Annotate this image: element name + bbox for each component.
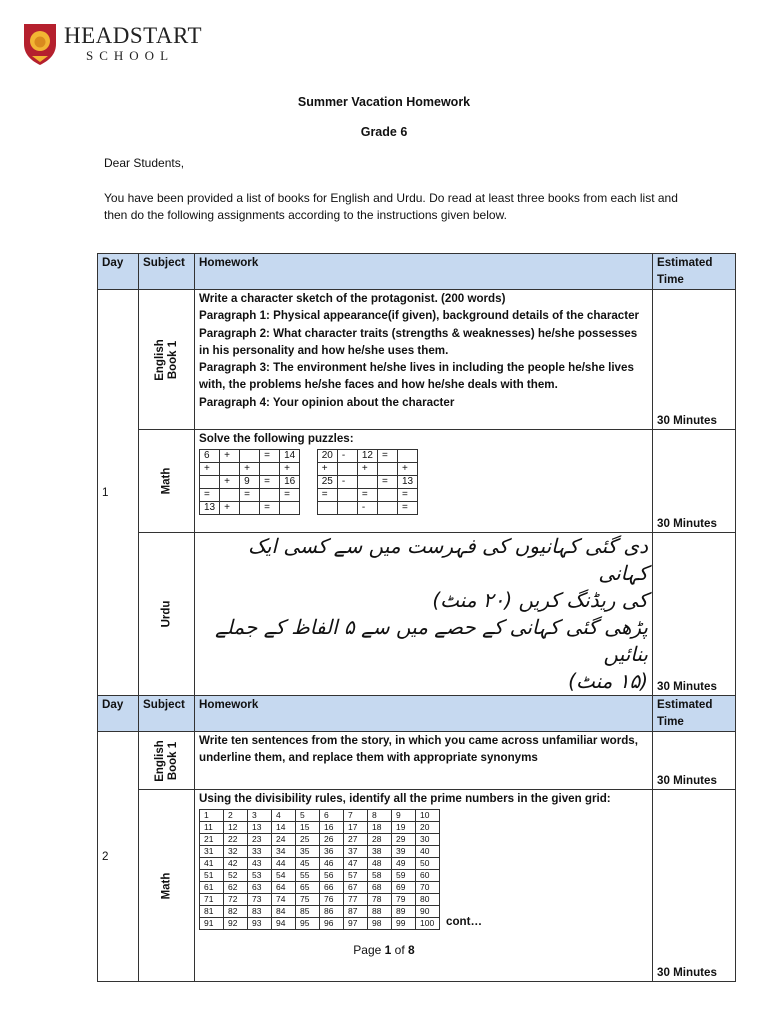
number-cell: 29 <box>392 834 416 846</box>
number-cell: 20 <box>416 822 440 834</box>
doc-title: Summer Vacation Homework <box>297 95 471 109</box>
puzzle-cell <box>337 489 357 502</box>
number-cell: 58 <box>368 870 392 882</box>
number-cell: 88 <box>368 906 392 918</box>
puzzle-cell <box>317 502 337 515</box>
number-cell: 13 <box>248 822 272 834</box>
table-row <box>98 533 736 696</box>
number-cell: 5 <box>296 810 320 822</box>
time-cell: 30 Minutes <box>653 790 736 982</box>
number-cell: 48 <box>368 858 392 870</box>
number-cell: 43 <box>248 858 272 870</box>
number-cell: 70 <box>416 882 440 894</box>
puzzle-cell <box>240 450 260 463</box>
puzzle-cell: - <box>337 450 357 463</box>
number-cell: 9 <box>392 810 416 822</box>
puzzle-cell <box>397 450 417 463</box>
number-cell: 96 <box>320 918 344 930</box>
header-day: Day <box>98 696 139 732</box>
number-cell: 49 <box>392 858 416 870</box>
number-cell: 22 <box>224 834 248 846</box>
number-cell: 28 <box>368 834 392 846</box>
puzzle-cell <box>337 463 357 476</box>
number-cell: 56 <box>320 870 344 882</box>
header-time: Estimated Time <box>653 696 736 732</box>
homework-cell: Write ten sentences from the story, in which you came across unfamiliar words, underline them, and replace them with appropriate synonyms <box>195 732 653 790</box>
number-cell: 89 <box>392 906 416 918</box>
page-footer: Page 1 of 8 <box>353 943 415 957</box>
puzzle-cell: = <box>280 489 300 502</box>
homework-line: Paragraph 2: What character traits (strengths & weaknesses) he/she possesses in his personality and how he/she uses them. <box>199 326 638 357</box>
grid-instruction: Using the divisibility rules, identify all the prime numbers in the given grid: <box>199 792 611 805</box>
number-grid <box>199 809 440 930</box>
puzzle-cell: = <box>260 476 280 489</box>
day-number: 1 <box>98 290 139 696</box>
puzzle-cell: 14 <box>280 450 300 463</box>
puzzle-cell: 25 <box>317 476 337 489</box>
number-cell: 26 <box>320 834 344 846</box>
header-time: Estimated Time <box>653 254 736 290</box>
subject-label: Math <box>160 467 172 495</box>
puzzle-instruction: Solve the following puzzles: <box>199 432 354 445</box>
puzzle-cell: 13 <box>200 502 220 515</box>
puzzle-cell: = <box>357 489 377 502</box>
number-cell: 76 <box>320 894 344 906</box>
puzzle-cell: 6 <box>200 450 220 463</box>
number-cell: 83 <box>248 906 272 918</box>
puzzle-cell: 9 <box>240 476 260 489</box>
number-cell: 27 <box>344 834 368 846</box>
number-cell: 15 <box>296 822 320 834</box>
number-cell: 11 <box>200 822 224 834</box>
subject-label: Math <box>160 872 172 899</box>
puzzle-cell: + <box>220 502 240 515</box>
number-cell: 46 <box>320 858 344 870</box>
number-cell: 39 <box>392 846 416 858</box>
number-cell: 72 <box>224 894 248 906</box>
number-cell: 63 <box>248 882 272 894</box>
puzzle-cell: + <box>220 450 240 463</box>
puzzle-cell <box>377 489 397 502</box>
puzzle-cell: = <box>397 489 417 502</box>
number-cell: 16 <box>320 822 344 834</box>
subject-label: English Book 1 <box>153 739 179 782</box>
puzzle-cell <box>357 476 377 489</box>
number-cell: 82 <box>224 906 248 918</box>
puzzle-cell: + <box>357 463 377 476</box>
urdu-lines <box>199 533 648 695</box>
puzzle-cell <box>260 463 280 476</box>
number-cell: 44 <box>272 858 296 870</box>
table-row <box>98 430 736 533</box>
urdu-line: (۱۵ منٹ) <box>568 669 648 693</box>
urdu-line: پڑھی گئی کہانی کے حصے میں سے ۵ الفاظ کے جملے بنائیں <box>215 615 648 666</box>
number-cell: 2 <box>224 810 248 822</box>
day-number: 2 <box>98 732 139 982</box>
puzzle-cell: + <box>200 463 220 476</box>
homework-cell <box>195 430 653 533</box>
number-cell: 19 <box>392 822 416 834</box>
number-cell: 21 <box>200 834 224 846</box>
subject-cell <box>139 732 195 790</box>
table-header-row <box>98 696 736 732</box>
number-cell: 31 <box>200 846 224 858</box>
school-logo <box>22 22 202 66</box>
number-cell: 95 <box>296 918 320 930</box>
subject-label: English Book 1 <box>153 338 179 381</box>
number-cell: 33 <box>248 846 272 858</box>
number-cell: 71 <box>200 894 224 906</box>
intro-text: You have been provided a list of books for English and Urdu. Do read at least three books from each list and then do the following assignments according to the instructions given below. <box>104 191 678 222</box>
number-cell: 79 <box>392 894 416 906</box>
brand-name <box>64 24 202 64</box>
urdu-line: کی ریڈنگ کریں (۲۰ منٹ) <box>432 588 648 612</box>
subject-cell <box>139 290 195 430</box>
cont-label: cont… <box>446 915 483 928</box>
number-cell: 24 <box>272 834 296 846</box>
number-cell: 52 <box>224 870 248 882</box>
number-cell: 62 <box>224 882 248 894</box>
number-cell: 34 <box>272 846 296 858</box>
subject-cell <box>139 533 195 696</box>
time-cell: 30 Minutes <box>653 430 736 533</box>
number-cell: 78 <box>368 894 392 906</box>
number-cell: 50 <box>416 858 440 870</box>
greeting: Dear Students, <box>104 156 185 170</box>
number-cell: 53 <box>248 870 272 882</box>
puzzle-cell: + <box>397 463 417 476</box>
homework-line: Paragraph 3: The environment he/she lives in including the people he/she lives with, the problems he/she faces and how he/she deals with them. <box>199 361 634 392</box>
number-cell: 45 <box>296 858 320 870</box>
number-cell: 66 <box>320 882 344 894</box>
puzzle-cell <box>240 502 260 515</box>
number-cell: 84 <box>272 906 296 918</box>
number-cell: 55 <box>296 870 320 882</box>
puzzle-cell: = <box>377 450 397 463</box>
number-cell: 35 <box>296 846 320 858</box>
puzzle-grid-1 <box>199 449 300 515</box>
number-cell: 75 <box>296 894 320 906</box>
number-cell: 41 <box>200 858 224 870</box>
number-cell: 3 <box>248 810 272 822</box>
number-cell: 54 <box>272 870 296 882</box>
number-cell: 97 <box>344 918 368 930</box>
number-cell: 92 <box>224 918 248 930</box>
urdu-line: دی گئی کہانیوں کی فہرست میں سے کسی ایک کہانی <box>247 534 648 585</box>
number-cell: 98 <box>368 918 392 930</box>
puzzle-cell: - <box>357 502 377 515</box>
puzzle-cell: + <box>317 463 337 476</box>
number-cell: 81 <box>200 906 224 918</box>
number-cell: 37 <box>344 846 368 858</box>
subject-cell <box>139 430 195 533</box>
number-cell: 25 <box>296 834 320 846</box>
time-cell: 30 Minutes <box>653 290 736 430</box>
puzzle-cell <box>220 463 240 476</box>
homework-cell <box>195 290 653 430</box>
puzzle-cell: 12 <box>357 450 377 463</box>
puzzle-cell <box>280 502 300 515</box>
number-cell: 100 <box>416 918 440 930</box>
number-cell: 36 <box>320 846 344 858</box>
number-cell: 85 <box>296 906 320 918</box>
number-cell: 60 <box>416 870 440 882</box>
number-cell: 6 <box>320 810 344 822</box>
number-cell: 99 <box>392 918 416 930</box>
number-cell: 77 <box>344 894 368 906</box>
urdu-homework-cell <box>195 533 653 696</box>
header-homework: Homework <box>195 696 653 732</box>
lion-shield-icon <box>22 22 58 66</box>
homework-table <box>97 253 736 982</box>
number-cell: 90 <box>416 906 440 918</box>
puzzle-cell: = <box>240 489 260 502</box>
subject-label: Urdu <box>160 600 172 628</box>
puzzle-cell: = <box>317 489 337 502</box>
homework-line: Paragraph 4: Your opinion about the character <box>199 395 455 409</box>
puzzle-cell: - <box>337 476 357 489</box>
number-cell: 69 <box>392 882 416 894</box>
puzzle-cell: + <box>240 463 260 476</box>
puzzle-cell <box>337 502 357 515</box>
number-cell: 8 <box>368 810 392 822</box>
puzzle-grid-2 <box>317 449 418 515</box>
puzzle-cell: = <box>260 502 280 515</box>
number-cell: 51 <box>200 870 224 882</box>
number-cell: 18 <box>368 822 392 834</box>
number-cell: 93 <box>248 918 272 930</box>
number-cell: 14 <box>272 822 296 834</box>
table-row <box>98 732 736 790</box>
number-cell: 87 <box>344 906 368 918</box>
homework-line: Write a character sketch of the protagonist. (200 words) <box>199 292 506 305</box>
puzzle-cell: 16 <box>280 476 300 489</box>
number-cell: 17 <box>344 822 368 834</box>
brand-line2: SCHOOL <box>86 48 175 63</box>
puzzle-cell: + <box>280 463 300 476</box>
doc-grade: Grade 6 <box>360 125 408 139</box>
table-row <box>98 290 736 430</box>
number-cell: 86 <box>320 906 344 918</box>
time-cell: 30 Minutes <box>653 533 736 696</box>
number-cell: 61 <box>200 882 224 894</box>
number-cell: 23 <box>248 834 272 846</box>
header-day: Day <box>98 254 139 290</box>
puzzle-cell: = <box>200 489 220 502</box>
puzzle-cell <box>377 502 397 515</box>
number-cell: 4 <box>272 810 296 822</box>
puzzle-cell: = <box>397 502 417 515</box>
header-homework: Homework <box>195 254 653 290</box>
number-cell: 38 <box>368 846 392 858</box>
puzzle-cell <box>200 476 220 489</box>
number-cell: 40 <box>416 846 440 858</box>
number-cell: 7 <box>344 810 368 822</box>
puzzle-cell <box>220 489 240 502</box>
header-subject: Subject <box>139 696 195 732</box>
number-cell: 74 <box>272 894 296 906</box>
number-cell: 59 <box>392 870 416 882</box>
brand-line1: HEADSTART <box>64 23 202 48</box>
number-cell: 12 <box>224 822 248 834</box>
number-cell: 57 <box>344 870 368 882</box>
puzzle-cell: = <box>260 450 280 463</box>
number-cell: 80 <box>416 894 440 906</box>
number-cell: 67 <box>344 882 368 894</box>
number-cell: 10 <box>416 810 440 822</box>
number-cell: 42 <box>224 858 248 870</box>
time-cell: 30 Minutes <box>653 732 736 790</box>
number-cell: 30 <box>416 834 440 846</box>
puzzle-cell: = <box>377 476 397 489</box>
number-cell: 94 <box>272 918 296 930</box>
number-cell: 1 <box>200 810 224 822</box>
puzzle-cell <box>377 463 397 476</box>
number-cell: 65 <box>296 882 320 894</box>
puzzle-cell: + <box>220 476 240 489</box>
number-cell: 73 <box>248 894 272 906</box>
number-cell: 32 <box>224 846 248 858</box>
number-cell: 47 <box>344 858 368 870</box>
homework-lines <box>199 290 648 411</box>
puzzle-cell: 20 <box>317 450 337 463</box>
number-cell: 68 <box>368 882 392 894</box>
puzzle-cell: 13 <box>397 476 417 489</box>
number-cell: 64 <box>272 882 296 894</box>
homework-line: Paragraph 1: Physical appearance(if given), background details of the character <box>199 309 640 323</box>
header-subject: Subject <box>139 254 195 290</box>
number-cell: 91 <box>200 918 224 930</box>
puzzle-cell <box>260 489 280 502</box>
table-header-row <box>98 254 736 290</box>
